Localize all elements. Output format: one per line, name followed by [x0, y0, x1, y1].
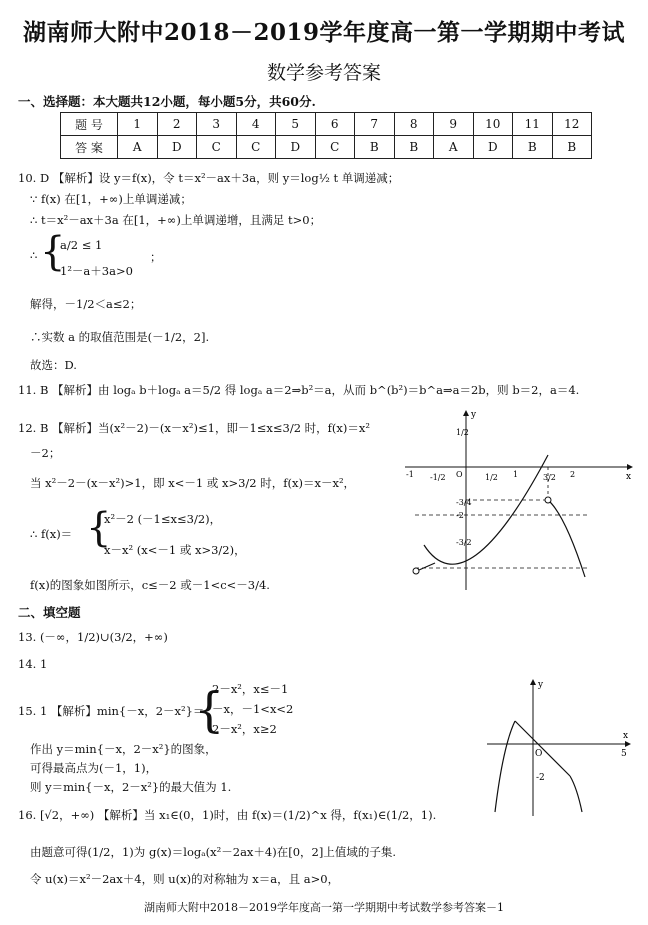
num-cell: 4	[236, 113, 276, 136]
answer-cell: D	[276, 136, 316, 159]
num-cell: 11	[513, 113, 553, 136]
answer-cell: B	[355, 136, 395, 159]
answer-cell: A	[118, 136, 158, 159]
y-value-label: -2	[456, 511, 464, 520]
q16-line-1: 16. [√2，+∞) 【解析】当 x₁∈(0，1)时，由 f(x)＝(1/2)^x 得，f(x₁)∈(1/2，1).	[18, 808, 437, 822]
row-label-answers: 答 案	[61, 136, 118, 159]
num-cell: 2	[157, 113, 197, 136]
x-tick-label: 3/2	[543, 473, 556, 482]
q13-line: 13. (－∞，1/2)∪(3/2，+∞)	[18, 630, 168, 644]
x-tick-label: -1/2	[430, 473, 446, 482]
row-label-numbers: 题 号	[61, 113, 118, 136]
q10-line-3: ∴ t＝x²－ax＋3a 在[1，+∞)上单调递增，且满足 t>0；	[30, 213, 322, 227]
answer-cell: D	[157, 136, 197, 159]
answer-cell: B	[513, 136, 553, 159]
section-2-heading: 二、填空题	[18, 605, 81, 620]
y-axis-label: y	[471, 410, 477, 420]
open-point-left	[413, 568, 419, 574]
y-value-label: 1/2	[456, 428, 469, 437]
q10-line-1: 10. D 【解析】设 y＝f(x)，令 t＝x²－ax＋3a，则 y＝log½ t 单调递减；	[18, 171, 400, 185]
q10-system-1: a/2 ≤ 1	[60, 238, 103, 252]
num-cell: 9	[434, 113, 474, 136]
q10-system-2: 1²－a＋3a>0	[60, 264, 133, 278]
num-cell: 5	[276, 113, 316, 136]
q12-graph	[400, 405, 640, 595]
q16-line-3: 令 u(x)＝x²－2ax＋4，则 u(x)的对称轴为 x＝a，且 a>0，	[30, 872, 340, 886]
q15-brace: {	[194, 682, 225, 738]
q10-line-7: 故选：D.	[30, 358, 77, 372]
x-tick-label: 5	[621, 749, 627, 759]
x-tick-label: 1	[513, 470, 519, 479]
q10-therefore: ∴	[30, 248, 38, 262]
q12-brace: {	[86, 505, 112, 551]
origin-label: O	[535, 749, 543, 759]
num-cell: 10	[473, 113, 513, 136]
num-cell: 7	[355, 113, 395, 136]
answer-cell: B	[552, 136, 592, 159]
q12-line-2: －2；	[30, 446, 61, 460]
y-tick-label: -2	[536, 773, 545, 783]
answer-table-row-numbers	[61, 113, 592, 136]
answer-cell: A	[434, 136, 474, 159]
q12-case-2: x－x² (x<－1 或 x>3/2)，	[104, 543, 246, 557]
q15-graph	[485, 676, 635, 818]
q12-line-6: f(x)的图象如图所示，c≤－2 或－1<c<－3/4.	[30, 578, 270, 592]
q10-line-6: ∴实数 a 的取值范围是(－1/2，2].	[30, 330, 210, 344]
q15-case-2: －x，－1<x<2	[212, 702, 294, 716]
q15-line-3: 可得最高点为(－1，1)，	[30, 761, 158, 775]
q10-brace: {	[40, 229, 66, 275]
q12-line-3: 当 x²－2－(x－x²)>1，即 x<－1 或 x>3/2 时，f(x)＝x－x²，	[30, 476, 356, 490]
q10-line-2: ∵ f(x) 在[1，+∞)上单调递减；	[30, 192, 192, 206]
num-cell: 1	[118, 113, 158, 136]
answer-cell: B	[394, 136, 434, 159]
answer-cell: D	[473, 136, 513, 159]
answer-table-row-answers	[61, 136, 592, 159]
q15-case-3: 2－x²，x≥2	[212, 722, 277, 736]
answer-table	[60, 112, 592, 159]
x-axis-label: x	[623, 731, 629, 741]
page-title: 湖南师大附中2018－2019学年度高一第一学期期中考试	[22, 19, 626, 46]
q11-line: 11. B 【解析】由 logₐ b＋logₐ a＝5/2 得 logₐ a＝2⇒b²＝a，从而 b^(b²)＝b^a⇒a＝2b，则 b＝2，a＝4.	[18, 383, 580, 397]
open-point-right	[545, 497, 551, 503]
right-curve	[570, 776, 582, 812]
q15-case-1: 2－x²，x≤－1	[212, 682, 289, 696]
q16-line-2: 由题意可得(1/2，1)为 g(x)＝logₐ(x²－2ax＋4)在[0，2]上值域的子集.	[30, 845, 396, 859]
page-subtitle: 数学参考答案	[266, 62, 381, 84]
q12-case-1: x²－2 (－1≤x≤3/2)，	[104, 512, 222, 526]
num-cell: 12	[552, 113, 592, 136]
num-cell: 6	[315, 113, 355, 136]
answer-cell: C	[236, 136, 276, 159]
section-1-heading: 一、选择题：本大题共12小题，每小题5分，共60分.	[18, 94, 316, 109]
y-value-label: -3/4	[456, 498, 472, 507]
q14-line: 14. 1	[18, 657, 48, 671]
x-tick-label: 2	[570, 470, 576, 479]
q10-system-end: ；	[150, 250, 162, 264]
origin-label: O	[456, 470, 463, 479]
y-value-label: -3/2	[456, 538, 472, 547]
y-axis-label: y	[538, 680, 544, 690]
num-cell: 8	[394, 113, 434, 136]
middle-line	[515, 721, 570, 776]
q15-line-2: 作出 y＝min{－x，2－x²}的图象，	[30, 742, 217, 756]
x-tick-label: 1/2	[485, 473, 498, 482]
x-tick-label: -1	[406, 470, 414, 479]
answer-cell: C	[197, 136, 237, 159]
answer-cell: C	[315, 136, 355, 159]
page-footer: 湖南师大附中2018－2019学年度高一第一学期期中考试数学参考答案－1	[144, 901, 504, 914]
q10-line-5: 解得，－1/2＜a≤2；	[30, 297, 142, 311]
q12-line-1: 12. B 【解析】当(x²－2)－(x－x²)≤1，即－1≤x≤3/2 时，f(x)＝x²	[18, 421, 370, 435]
q15-line-4: 则 y＝min{－x，2－x²}的最大值为 1.	[30, 780, 232, 794]
num-cell: 3	[197, 113, 237, 136]
left-branch	[419, 563, 435, 570]
q15-lead: 15. 1 【解析】min{－x，2－x²}＝	[18, 704, 205, 718]
q12-f-label: ∴ f(x)＝	[30, 527, 73, 541]
x-axis-label: x	[626, 472, 632, 482]
parabola-branch	[424, 455, 548, 564]
right-branch	[548, 500, 585, 577]
left-curve	[495, 721, 515, 812]
